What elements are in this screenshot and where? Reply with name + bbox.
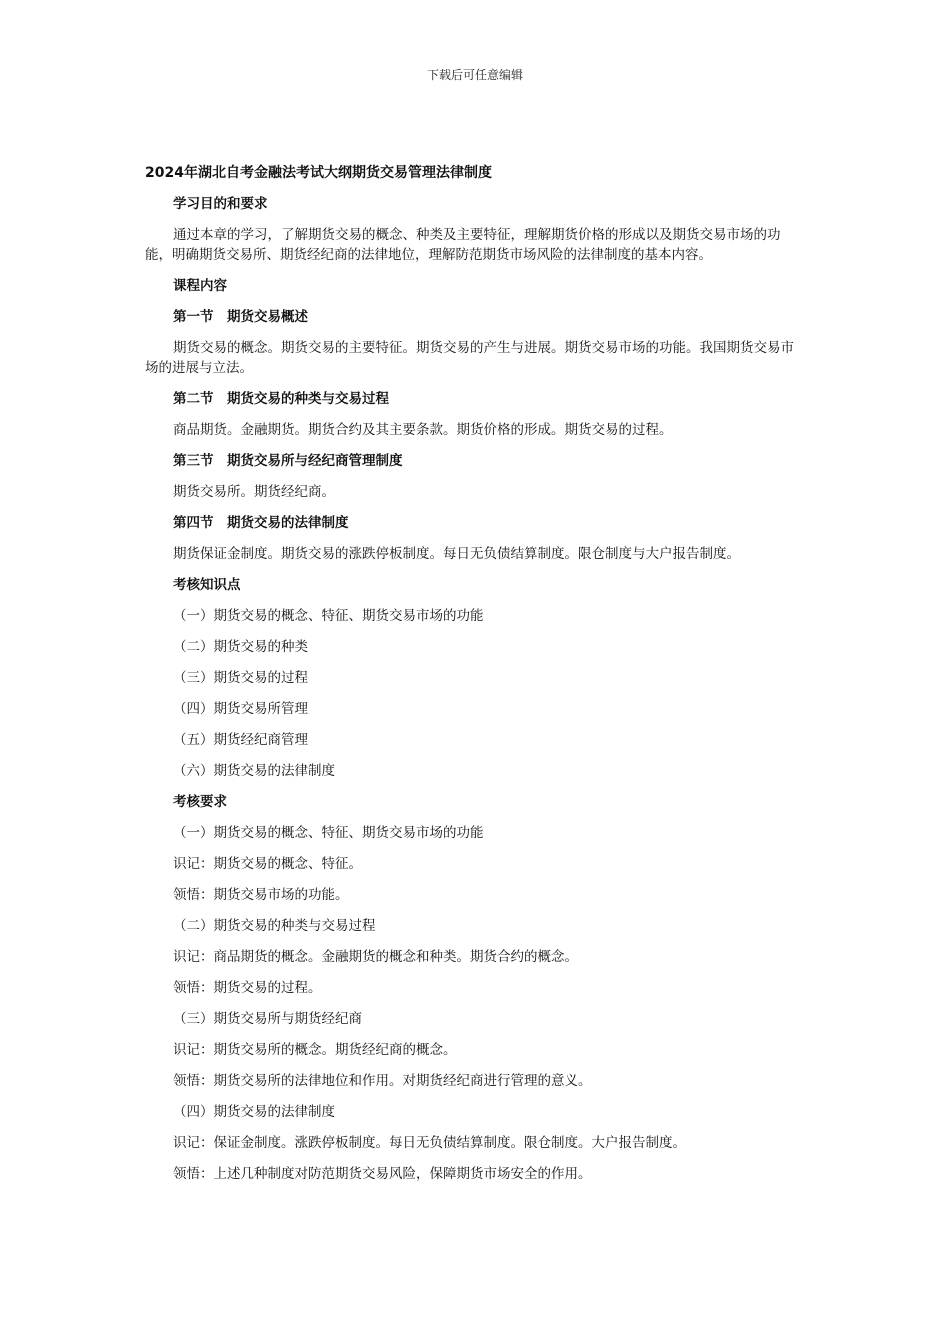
text-line: 期货保证金制度。期货交易的涨跌停板制度。每日无负债结算制度。限仓制度与大户报告制度。: [173, 546, 740, 562]
text-line: （二）期货交易的种类与交易过程: [173, 918, 376, 934]
section-heading: 第三节 期货交易所与经纪商管理制度: [173, 453, 403, 469]
text-line: （三）期货交易所与期货经纪商: [173, 1011, 362, 1027]
section-heading: 考核知识点: [173, 577, 241, 593]
text-line: 识记：商品期货的概念。金融期货的概念和种类。期货合约的概念。: [173, 949, 578, 965]
text-line: （四）期货交易所管理: [173, 701, 308, 717]
text-line: （二）期货交易的种类: [173, 639, 308, 655]
text-line: 商品期货。金融期货。期货合约及其主要条款。期货价格的形成。期货交易的过程。: [173, 422, 673, 438]
text-line: （一）期货交易的概念、特征、期货交易市场的功能: [173, 825, 484, 841]
section-heading: 考核要求: [173, 794, 227, 810]
text-line: 识记：期货交易的概念、特征。: [173, 856, 362, 872]
text-line: （一）期货交易的概念、特征、期货交易市场的功能: [173, 608, 484, 624]
document-body: [145, 163, 807, 1195]
paragraph: 通过本章的学习，了解期货交易的概念、种类及主要特征，理解期货价格的形成以及期货交易市场的功能，明确期货交易所、期货经纪商的法律地位，理解防范期货市场风险的法律制度的基本内容。: [145, 227, 781, 263]
text-line: （四）期货交易的法律制度: [173, 1104, 335, 1120]
text-line: 识记：保证金制度。涨跌停板制度。每日无负债结算制度。限仓制度。大户报告制度。: [173, 1135, 686, 1151]
section-heading: 第一节 期货交易概述: [173, 309, 308, 325]
page-header-note: 下载后可任意编辑: [426, 68, 523, 82]
text-line: （五）期货经纪商管理: [173, 732, 308, 748]
document-title: 2024年湖北自考金融法考试大纲期货交易管理法律制度: [145, 165, 492, 181]
text-line: 领悟：期货交易的过程。: [173, 980, 322, 996]
text-line: 领悟：期货交易所的法律地位和作用。对期货经纪商进行管理的意义。: [173, 1073, 592, 1089]
paragraph: 期货交易的概念。期货交易的主要特征。期货交易的产生与进展。期货交易市场的功能。我国期货交易市场的进展与立法。: [145, 340, 794, 376]
section-heading: 第四节 期货交易的法律制度: [173, 515, 349, 531]
section-heading: 第二节 期货交易的种类与交易过程: [173, 391, 389, 407]
document-blocks: [145, 194, 807, 1184]
text-line: 领悟：期货交易市场的功能。: [173, 887, 349, 903]
text-line: 识记：期货交易所的概念。期货经纪商的概念。: [173, 1042, 457, 1058]
text-line: 期货交易所。期货经纪商。: [173, 484, 335, 500]
text-line: （六）期货交易的法律制度: [173, 763, 335, 779]
text-line: 领悟：上述几种制度对防范期货交易风险，保障期货市场安全的作用。: [173, 1166, 592, 1182]
section-heading: 学习目的和要求: [173, 196, 268, 212]
text-line: （三）期货交易的过程: [173, 670, 308, 686]
section-heading: 课程内容: [173, 278, 227, 294]
